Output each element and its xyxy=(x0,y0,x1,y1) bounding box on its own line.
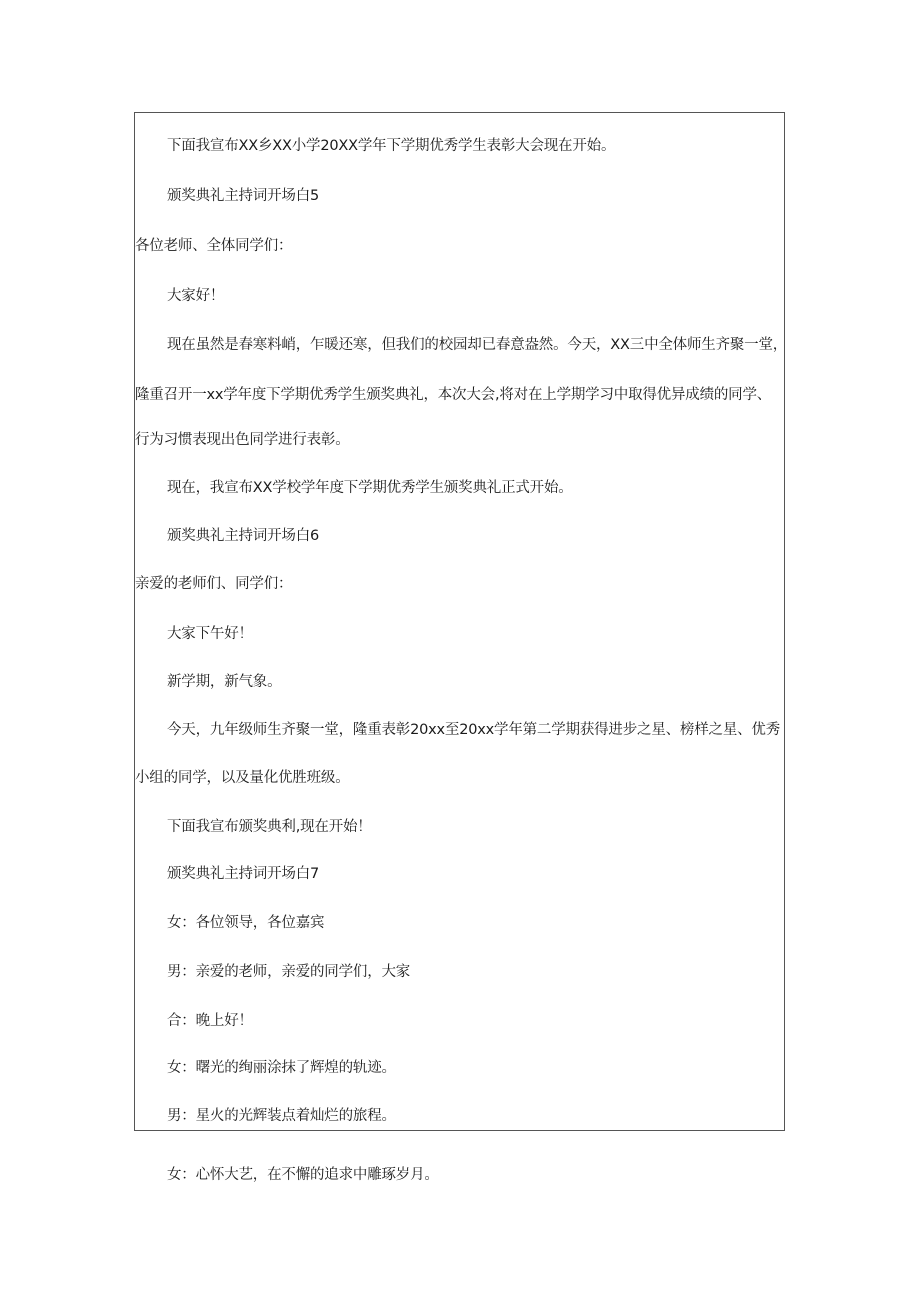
text-line: 下面我宣布XX乡XX小学20XX学年下学期优秀学生表彰大会现在开始。 xyxy=(167,138,616,154)
text-line: 现在，我宣布XX学校学年度下学期优秀学生颁奖典礼正式开始。 xyxy=(167,480,573,496)
text-line: 女：心怀大艺，在不懈的追求中雕琢岁月。 xyxy=(167,1167,439,1183)
text-line: 女：曙光的绚丽涂抹了辉煌的轨迹。 xyxy=(167,1060,396,1076)
text-line: 行为习惯表现出色同学进行表彰。 xyxy=(135,432,350,448)
text-line: 小组的同学，以及量化优胜班级。 xyxy=(135,770,350,786)
text-line: 现在虽然是春寒料峭，乍暖还寒，但我们的校园却已春意盎然。今天，XX三中全体师生齐聚一堂， xyxy=(167,337,788,353)
text-line: 男：亲爱的老师，亲爱的同学们，大家 xyxy=(167,964,411,980)
text-line: 隆重召开一xx学年度下学期优秀学生颁奖典礼，本次大会,将对在上学期学习中取得优异成绩的同学、 xyxy=(135,387,772,403)
text-line: 今天，九年级师生齐聚一堂，隆重表彰20xx至20xx学年第二学期获得进步之星、榜样之星、优秀 xyxy=(167,722,781,738)
text-line: 大家好！ xyxy=(167,288,225,304)
section-heading: 颁奖典礼主持词开场白7 xyxy=(167,866,320,882)
text-line: 新学期，新气象。 xyxy=(167,674,282,690)
text-line: 各位老师、全体同学们： xyxy=(135,238,293,254)
section-heading: 颁奖典礼主持词开场白5 xyxy=(167,188,320,204)
text-line: 男：星火的光辉装点着灿烂的旅程。 xyxy=(167,1108,396,1124)
text-line: 大家下午好！ xyxy=(167,626,253,642)
text-line: 女：各位领导，各位嘉宾 xyxy=(167,915,325,931)
section-heading: 颁奖典礼主持词开场白6 xyxy=(167,528,320,544)
text-line: 合：晚上好！ xyxy=(167,1013,253,1029)
text-line: 亲爱的老师们、同学们： xyxy=(135,576,293,592)
text-line: 下面我宣布颁奖典利,现在开始！ xyxy=(167,819,372,835)
